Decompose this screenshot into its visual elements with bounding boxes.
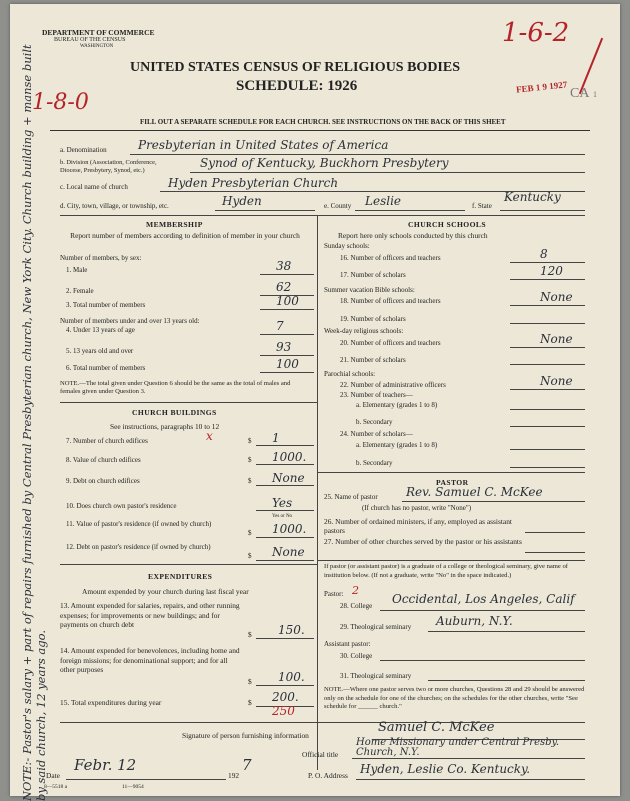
- school-row-value: 120: [540, 264, 563, 278]
- pastor-label: Pastor:: [324, 590, 344, 598]
- school-row-value: None: [540, 290, 573, 304]
- membership-intro: Report number of members according to definition of member in your church: [70, 231, 300, 240]
- denomination-label: a. Denomination: [60, 146, 107, 154]
- building-row-value: 1000.: [272, 450, 307, 464]
- received-stamp: FEB 1 9 1927: [515, 79, 568, 95]
- membership-row-value: 62: [276, 280, 292, 294]
- building-row-dollar: $: [248, 552, 252, 560]
- membership-row-line: [260, 309, 314, 310]
- membership-row-value: 7: [276, 319, 284, 333]
- school-row-line: [510, 262, 585, 263]
- school-row-label: 16. Number of officers and teachers: [340, 254, 441, 262]
- q25-note: (If church has no pastor, write "None"): [362, 504, 472, 512]
- building-row-line: [256, 510, 314, 511]
- x-mark: x: [206, 429, 213, 443]
- school-row-line: [510, 279, 585, 280]
- building-row-line: [256, 560, 314, 561]
- bureau-name: BUREAU OF THE CENSUS: [54, 37, 126, 43]
- ref-number-left: 1-8-0: [32, 90, 89, 115]
- school-row-value: None: [540, 332, 573, 346]
- building-row-value: Yes: [272, 496, 293, 510]
- building-row-label: 12. Debt on pastor's residence (if owned by church): [66, 543, 211, 551]
- members-by-age-label: Number of members under and over 13 years old:: [60, 317, 200, 325]
- q30-label: 30. College: [340, 652, 373, 660]
- school-row-value: None: [540, 374, 573, 388]
- membership-row-value: 38: [276, 259, 292, 273]
- building-row-value: None: [272, 471, 305, 485]
- state-value: Kentucky: [504, 190, 561, 204]
- building-row-value: 1000.: [272, 522, 307, 536]
- date-label: Date: [46, 771, 60, 780]
- sunday-schools-label: Sunday schools:: [324, 242, 370, 250]
- local-church-value: Hyden Presbyterian Church: [168, 176, 339, 190]
- department-name: DEPARTMENT OF COMMERCE: [42, 28, 155, 37]
- q28-value: Occidental, Los Angeles, Calif: [392, 592, 575, 606]
- q26-label: 26. Number of ordained ministers, if any, employed as assistant pastors: [324, 517, 512, 535]
- membership-row-label: 4. Under 13 years of age: [66, 326, 135, 334]
- print-number: 11—9054: [122, 784, 144, 790]
- membership-row-line: [260, 355, 314, 356]
- q14-value: 100.: [278, 670, 305, 684]
- pastor-title: PASTOR: [436, 478, 469, 487]
- form-title: UNITED STATES CENSUS OF RELIGIOUS BODIES: [130, 60, 461, 75]
- membership-row-line: [260, 274, 314, 275]
- school-row-label: 24. Number of scholars—: [340, 430, 413, 438]
- membership-row-value: 100: [276, 294, 299, 308]
- building-row-label: 7. Number of church edifices: [66, 437, 148, 445]
- building-row-dollar: $: [248, 529, 252, 537]
- membership-row-value: 93: [276, 340, 292, 354]
- schedule-title: SCHEDULE: 1926: [236, 78, 358, 94]
- denomination-value: Presbyterian in United States of America: [138, 138, 389, 152]
- division-value: Synod of Kentucky, Buckhorn Presbytery: [200, 156, 449, 170]
- building-row-value: None: [272, 545, 305, 559]
- membership-row-label: 2. Female: [66, 287, 94, 295]
- school-row-label: b. Secondary: [356, 418, 393, 426]
- building-row-value: 1: [272, 431, 280, 445]
- q29-label: 29. Theological seminary: [340, 623, 412, 631]
- school-row-line: [510, 449, 585, 450]
- q27-label: 27. Number of other churches served by the pastor or his assistants: [324, 537, 522, 546]
- census-form: [10, 4, 620, 801]
- po-address-value: Hyden, Leslie Co. Kentucky.: [360, 762, 531, 776]
- school-row-line: [510, 323, 585, 324]
- members-by-sex-label: Number of members, by sex:: [60, 254, 142, 262]
- school-row-label: a. Elementary (grades 1 to 8): [356, 441, 438, 449]
- signature-value: Samuel C. McKee: [378, 720, 495, 735]
- membership-row-label: 3. Total number of members: [66, 301, 146, 309]
- ca-sub-mark: 1: [593, 90, 597, 99]
- school-row-label: b. Secondary: [356, 459, 393, 467]
- building-row-line: [256, 485, 314, 486]
- buildings-sub: See instructions, paragraphs 10 to 12: [110, 422, 220, 431]
- building-row-label: 10. Does church own pastor's residence: [66, 502, 177, 510]
- q15-label: 15. Total expenditures during year: [60, 698, 162, 707]
- membership-row-label: 1. Male: [66, 266, 88, 274]
- state-label: f. State: [472, 202, 492, 210]
- ca-mark: CA: [570, 86, 590, 101]
- year-digit: 7: [242, 756, 252, 774]
- date-value: Febr. 12: [74, 756, 137, 774]
- division-label: b. Division (Association, Conference, Diocese, Presbytery, Synod, etc.): [60, 159, 157, 174]
- building-row-label: 8. Value of church edifices: [66, 456, 141, 464]
- schools-intro: Report here only schools conducted by this church: [338, 231, 488, 240]
- building-row-dollar: $: [248, 477, 252, 485]
- school-row-value: 8: [540, 247, 548, 261]
- q25-value: Rev. Samuel C. McKee: [406, 485, 543, 499]
- membership-note: NOTE.—The total given under Question 6 should be the same as the total of males and females given under Question 3.: [60, 380, 291, 395]
- official-title-value: Home Missionary under Central Presby. Church, N.Y.: [356, 737, 560, 758]
- form-number: 8—5518 a: [44, 784, 68, 790]
- margin-note: NOTE:- Pastor's salary + part of repairs furnished by Central Presbyterian church, New York City. Church building + manse built by said church, 12 years ago.: [20, 44, 48, 801]
- membership-row-label: 5. 13 years old and over: [66, 347, 134, 355]
- pastor-mark: 2: [352, 584, 359, 597]
- school-row-label: a. Elementary (grades 1 to 8): [356, 401, 438, 409]
- ref-number-top: 1-6-2: [502, 18, 570, 48]
- school-row-line: [510, 409, 585, 410]
- po-address-label: P. O. Address: [308, 771, 348, 780]
- yes-or-no-hint: Yes or No: [272, 514, 293, 519]
- school-row-line: [510, 389, 585, 390]
- instructions-line: FILL OUT A SEPARATE SCHEDULE FOR EACH CHURCH. SEE INSTRUCTIONS ON THE BACK OF THIS SHEET: [140, 118, 506, 126]
- q28-label: 28. College: [340, 602, 373, 610]
- school-row-label: 21. Number of scholars: [340, 356, 406, 364]
- school-row-label: 19. Number of scholars: [340, 315, 406, 323]
- building-row-label: 11. Value of pastor's residence (if owned by church): [66, 520, 212, 528]
- parochial-schools-label: Parochial schools:: [324, 370, 376, 378]
- q31-label: 31. Theological seminary: [340, 672, 412, 680]
- building-row-dollar: $: [248, 437, 252, 445]
- city-label: d. City, town, village, or township, etc.: [60, 202, 169, 210]
- school-row-label: 23. Number of teachers—: [340, 391, 413, 399]
- school-row-label: 20. Number of officers and teachers: [340, 339, 441, 347]
- weekday-schools-label: Week-day religious schools:: [324, 327, 404, 335]
- q25-label: 25. Name of pastor: [324, 493, 378, 501]
- local-church-label: c. Local name of church: [60, 183, 128, 191]
- membership-row-label: 6. Total number of members: [66, 364, 146, 372]
- membership-row-value: 100: [276, 357, 299, 371]
- q15-value: 200.: [272, 690, 299, 704]
- year-prefix: 192: [228, 771, 240, 780]
- county-label: e. County: [324, 202, 352, 210]
- school-row-line: [510, 426, 585, 427]
- q29-value: Auburn, N.Y.: [436, 614, 513, 628]
- county-value: Leslie: [365, 194, 402, 208]
- building-row-line: [256, 464, 314, 465]
- school-row-label: 18. Number of officers and teachers: [340, 297, 441, 305]
- signature-label: Signature of person furnishing information: [182, 731, 309, 740]
- schools-title: CHURCH SCHOOLS: [408, 220, 486, 229]
- city-name: WASHINGTON: [80, 44, 114, 49]
- assistant-label: Assistant pastor:: [324, 640, 371, 648]
- building-row-line: [256, 445, 314, 446]
- expenditures-title: EXPENDITURES: [148, 572, 213, 581]
- summer-schools-label: Summer vacation Bible schools:: [324, 286, 415, 294]
- building-row-dollar: $: [248, 456, 252, 464]
- q15-correction: 250: [272, 704, 295, 718]
- q13-value: 150.: [278, 623, 305, 637]
- building-row-label: 9. Debt on church edifices: [66, 477, 140, 485]
- q14-dollar: $: [248, 677, 252, 686]
- school-row-label: 17. Number of scholars: [340, 271, 406, 279]
- membership-row-line: [260, 372, 314, 373]
- membership-title: MEMBERSHIP: [146, 220, 203, 229]
- school-row-line: [510, 347, 585, 348]
- expenditures-sub: Amount expended by your church during last fiscal year: [82, 587, 249, 596]
- building-row-line: [256, 537, 314, 538]
- q13-dollar: $: [248, 630, 252, 639]
- city-value: Hyden: [222, 194, 262, 208]
- pastor-note: NOTE.—Where one pastor serves two or more churches, Questions 28 and 29 should be answered only on the schedule for one of the churches; on the schedules for the other churches, write "See schedule for ______ church.": [324, 686, 585, 710]
- q13-label: 13. Amount expended for salaries, repairs, and other running expenses; for improvements or new buildings; and for payments on church debt: [60, 601, 240, 629]
- column-divider: [317, 215, 318, 770]
- school-row-label: 22. Number of administrative officers: [340, 381, 446, 389]
- college-intro: If pastor (or assistant pastor) is a graduate of a college or theological seminary, give name of institution below. (If not a graduate, write "No" in the space indicated.): [324, 563, 569, 579]
- q14-label: 14. Amount expended for benevolences, including home and foreign missions; for denominational support; and for all other purposes: [60, 646, 240, 674]
- school-row-line: [510, 305, 585, 306]
- membership-row-line: [260, 334, 314, 335]
- q15-dollar: $: [248, 698, 252, 707]
- buildings-title: CHURCH BUILDINGS: [132, 408, 217, 417]
- school-row-line: [510, 467, 585, 468]
- school-row-line: [510, 364, 585, 365]
- official-title-label: Official title: [302, 750, 339, 759]
